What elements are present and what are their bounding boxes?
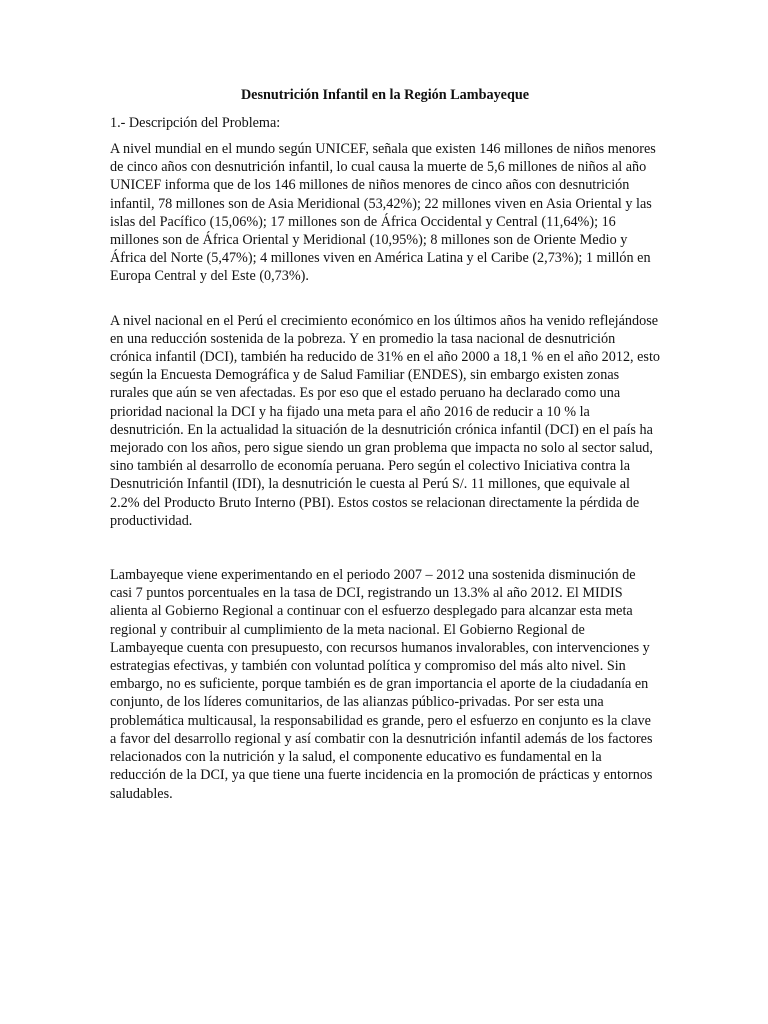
paragraph-world-statistics: A nivel mundial en el mundo según UNICEF, señala que existen 146 millones de niños menores de cinco años con desnutrición infantil, lo cual causa la muerte de 5,6 millones de niños al año UNICEF informa que de los 146 millones de niños menores de cinco años con desnutrición infantil, 78 millones son de Asia Meridional (53,42%); 22 millones viven en Asia Oriental y las islas del Pacífico (15,06%); 17 millones son de África Occidental y Central (11,64%); 16 millones son de África Oriental y Meridional (10,95%); 8 millones son de Oriente Medio y África del Norte (5,47%); 4 millones viven en América Latina y el Caribe (2,73%); 1 millón en Europa Central y del Este (0,73%).: [110, 141, 656, 285]
paragraph-national-situation: A nivel nacional en el Perú el crecimiento económico en los últimos años ha venido reflejándose en una reducción sostenida de la pobreza. Y en promedio la tasa nacional de desnutrición crónica infantil (DCI), también ha reducido de 31% en el año 2000 a 18,1 % en el año 2012, esto según la Encuesta Demográfica y de Salud Familiar (ENDES), sin embargo existen zonas rurales que aún se ven afectadas. Es por eso que el estado peruano ha declarado como una prioridad nacional la DCI y ha fijado una meta para el año 2016 de reducir a 10 % la desnutrición. En la actualidad la situación de la desnutrición crónica infantil (DCI) en el país ha mejorado con los años, pero sigue siendo un gran problema que impacta no solo al sector salud, sino también al desarrollo de economía peruana. Pero según el colectivo Iniciativa contra la Desnutrición Infantil (IDI), la desnutrición le cuesta al Perú S/. 11 millones, que equivale al 2.2% del Producto Bruto Interno (PBI). Estos costos se relacionan directamente la pérdida de productividad.: [110, 312, 660, 529]
section-heading: 1.- Descripción del Problema:: [110, 115, 281, 131]
paragraph-lambayeque-region: Lambayeque viene experimentando en el periodo 2007 – 2012 una sostenida disminución de casi 7 puntos porcentuales en la tasa de DCI, registrando un 13.3% al año 2012. El MIDIS alienta al Gobierno Regional a continuar con el esfuerzo desplegado para alcanzar esta meta regional y contribuir al cumplimiento de la meta nacional. El Gobierno Regional de Lambayeque cuenta con presupuesto, con recursos humanos invalorables, con intervenciones y estrategias efectivas, y también con voluntad política y compromiso del más alto nivel. Sin embargo, no es suficiente, porque también es de gran importancia el aporte de la ciudadanía en conjunto, de los líderes comunitarios, de las alianzas público-privadas. Por ser esta una problemática multicausal, la responsabilidad es grande, pero el esfuerzo en conjunto es la clave a favor del desarrollo regional y así combatir con la desnutrición infantil además de los factores relacionados con la nutrición y la salud, el componente educativo es fundamental en la reducción de la DCI, ya que tiene una fuerte incidencia en la promoción de prácticas y entornos saludables.: [110, 567, 653, 802]
document-title: Desnutrición Infantil en la Región Lambayeque: [240, 87, 530, 103]
paragraph-spacer: [110, 286, 660, 312]
document-body: [110, 86, 660, 803]
paragraph-spacer: [110, 530, 660, 566]
